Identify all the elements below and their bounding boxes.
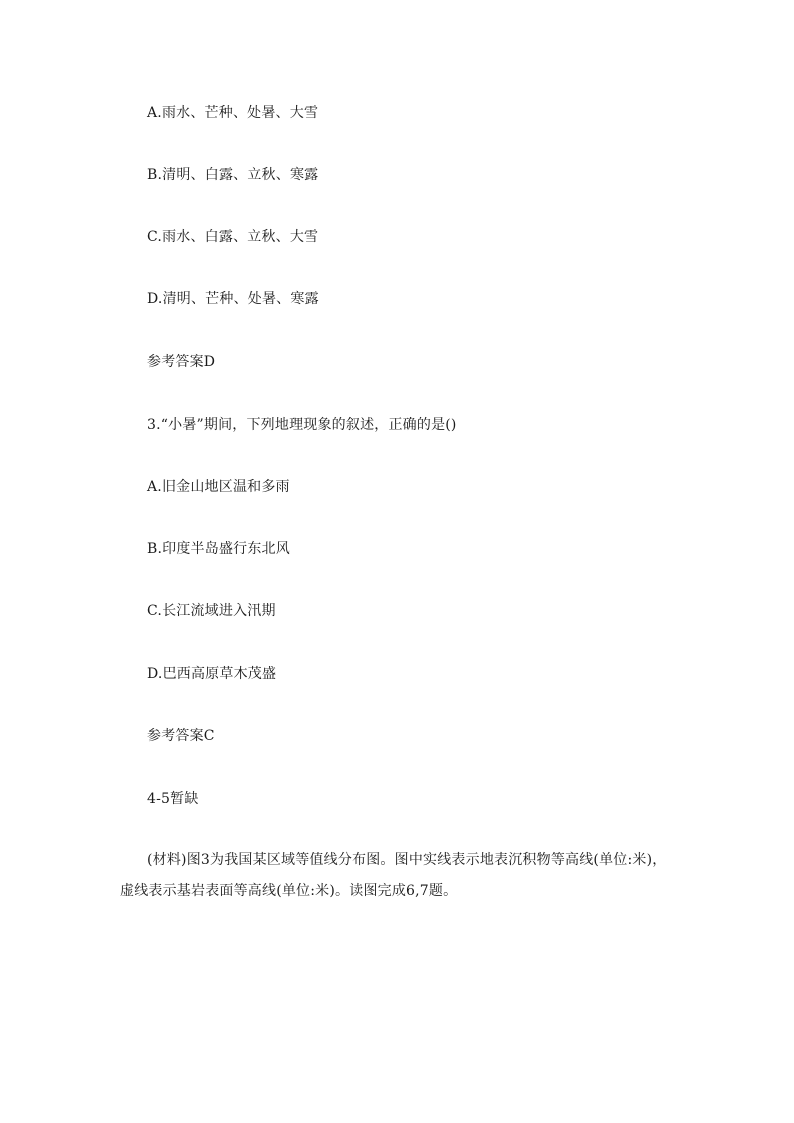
material-paragraph bbox=[120, 845, 680, 907]
option-b-question-3: B.印度半岛盛行东北风 bbox=[147, 541, 290, 557]
option-b-solar-terms: B.清明、白露、立秋、寒露 bbox=[147, 167, 319, 183]
option-d-question-3: D.巴西高原草木茂盛 bbox=[147, 666, 277, 682]
question-3: 3.“小暑”期间，下列地理现象的叙述，正确的是() bbox=[147, 417, 457, 433]
answer-question-2: 参考答案D bbox=[147, 354, 216, 370]
answer-question-3: 参考答案C bbox=[147, 728, 215, 744]
option-c-question-3: C.长江流域进入汛期 bbox=[147, 603, 276, 619]
option-d-solar-terms: D.清明、芒种、处暑、寒露 bbox=[147, 291, 319, 307]
missing-questions-note: 4-5暂缺 bbox=[147, 791, 199, 807]
material-paragraph-text: (材料)图3为我国某区域等值线分布图。图中实线表示地表沉积物等高线(单位:米)，虚线表示基岩表面等高线(单位:米)。读图完成6,7题。 bbox=[120, 852, 667, 899]
option-c-solar-terms: C.雨水、白露、立秋、大雪 bbox=[147, 229, 319, 245]
option-a-solar-terms: A.雨水、芒种、处暑、大雪 bbox=[147, 105, 319, 121]
option-a-question-3: A.旧金山地区温和多雨 bbox=[147, 479, 290, 495]
